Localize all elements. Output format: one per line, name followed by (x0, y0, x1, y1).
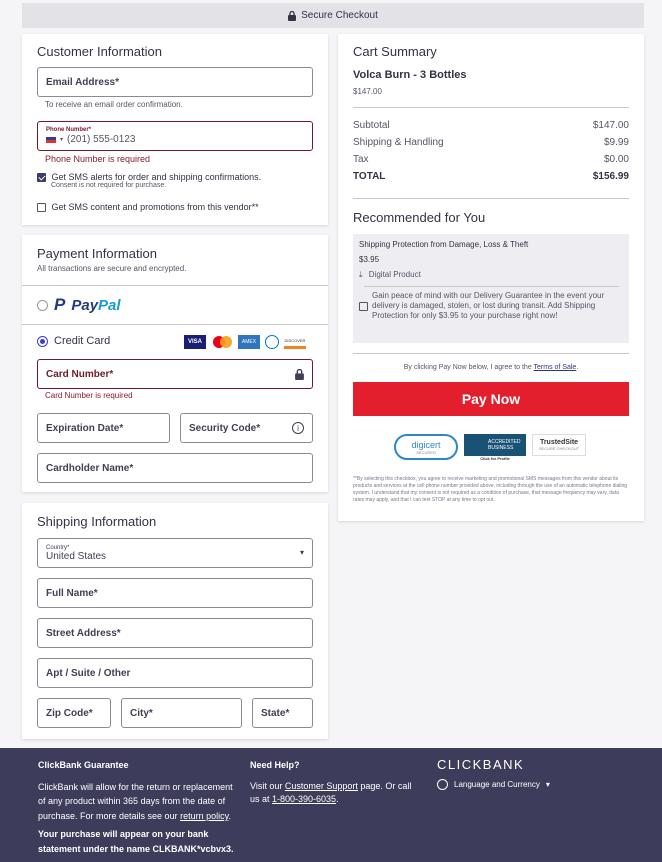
trust-badges (394, 434, 586, 461)
sms-promo-label: Get SMS content and promotions from this vendor** (51, 202, 259, 212)
credit-card-option[interactable] (37, 335, 110, 347)
country-label: Country* (46, 544, 70, 551)
phone-field[interactable] (37, 121, 313, 151)
paypal-logo-icon: P (54, 295, 66, 314)
country-value: United States (46, 550, 107, 562)
country-dropdown-icon[interactable]: ▾ (60, 137, 64, 143)
amex-icon: AMEX (238, 335, 260, 349)
globe-icon (437, 779, 448, 790)
trustedsite-badge[interactable]: TrustedSite SECURE CHECKOUT (532, 434, 586, 456)
card-number-field[interactable] (37, 359, 313, 389)
shipping-protection-offer (353, 234, 629, 343)
cardholder-name-field[interactable] (37, 453, 313, 483)
chevron-down-icon: ▾ (545, 780, 550, 789)
shipping-info-title: Shipping Information (37, 514, 157, 529)
clickbank-logo: CLICKBANK (437, 757, 525, 772)
recommended-title: Recommended for You (353, 210, 486, 225)
sms-promo-checkbox[interactable] (37, 203, 46, 212)
digicert-badge[interactable]: digicert SECURED (394, 434, 458, 460)
chevron-down-icon: ▾ (299, 548, 304, 557)
cardholder-label: Cardholder Name* (46, 462, 134, 474)
shipping-info-card (22, 503, 328, 739)
city-label: City* (130, 707, 153, 719)
mastercard-icon (211, 335, 233, 349)
card-number-label: Card Number* (46, 368, 114, 380)
statement-text: Your purchase will appear on your bank statement under the name CLKBANK*vcbvx3. (38, 829, 234, 854)
bbb-badge[interactable]: ACCREDITED BUSINESS Click for Profile (464, 434, 526, 461)
offer-title: Shipping Protection from Damage, Loss & Theft (359, 240, 529, 249)
subtotal-row: Subtotal $147.00 (353, 120, 629, 131)
email-field[interactable] (37, 67, 313, 97)
card-number-error: Card Number is required (45, 391, 133, 400)
state-field[interactable] (252, 698, 313, 728)
credit-card-radio[interactable] (37, 336, 48, 347)
secure-checkout-bar (22, 3, 644, 28)
apt-suite-field[interactable] (37, 658, 313, 688)
offer-type: Digital Product (368, 270, 421, 279)
payment-info-card (22, 235, 328, 492)
terms-of-sale-link[interactable]: Terms of Sale (533, 364, 577, 371)
visa-icon: VISA (184, 335, 206, 349)
phone-link[interactable]: 1-800-390-6035 (272, 793, 337, 804)
payment-subtitle: All transactions are secure and encrypted. (37, 264, 187, 273)
apt-label: Apt / Suite / Other (46, 667, 131, 679)
zip-label: Zip Code* (46, 707, 93, 719)
credit-card-label: Credit Card (54, 335, 111, 347)
paypal-option[interactable] (37, 295, 121, 315)
street-address-field[interactable] (37, 618, 313, 648)
tax-row: Tax $0.00 (353, 154, 629, 165)
help-title: Need Help? (250, 760, 300, 770)
pay-now-button[interactable]: Pay Now (353, 382, 629, 416)
security-code-label: Security Code* (189, 422, 261, 434)
help-text: Visit our Customer Support page. Or call us at 1-800-390-6035. (250, 781, 412, 804)
phone-label: Phone Number* (46, 127, 92, 133)
full-name-field[interactable] (37, 578, 313, 608)
sms-alerts-note: Consent is not required for purchase. (51, 182, 167, 190)
lock-icon (288, 11, 296, 21)
customer-support-link[interactable]: Customer Support (284, 781, 358, 791)
phone-placeholder: (201) 555-0123 (67, 134, 136, 145)
discover-icon: DISCOVER (284, 335, 306, 349)
city-field[interactable] (121, 698, 242, 728)
us-flag-icon[interactable] (46, 137, 56, 143)
sms-disclaimer: **By selecting this checkbox, you agree to receive marketing and promotional SMS messages from this vendor about its products and services at the cell phone number provided above, including through the use of an automatic telephone dialing system. I understand that my consent is not required as a condition of purchase, that message frequency may vary, data rates may apply, and that I can text STOP at any time to opt out. (353, 476, 628, 503)
zip-code-field[interactable] (37, 698, 111, 728)
paypal-radio[interactable] (37, 300, 48, 311)
download-icon: ⤓ (359, 270, 363, 279)
cart-summary-title: Cart Summary (353, 44, 437, 59)
info-icon[interactable]: i (292, 422, 304, 434)
return-policy-link[interactable]: return policy (180, 810, 229, 821)
customer-info-card (22, 34, 328, 225)
customer-info-title: Customer Information (37, 44, 162, 59)
product-name: Volca Burn - 3 Bottles (353, 69, 467, 81)
security-code-field[interactable] (180, 413, 313, 443)
payment-info-title: Payment Information (37, 246, 157, 261)
full-name-label: Full Name* (46, 587, 98, 599)
footer (0, 748, 662, 862)
email-help-text: To receive an email order confirmation. (45, 100, 183, 109)
offer-description: Gain peace of mind with our Delivery Guarantee in the event your delivery is damaged, stolen, or lost during transit. Add Shipping Protection for only $3.95 to your purchase right now! (372, 291, 605, 320)
phone-error: Phone Number is required (45, 154, 151, 164)
expiration-label: Expiration Date* (46, 422, 124, 434)
expiration-date-field[interactable] (37, 413, 170, 443)
offer-price: $3.95 (359, 255, 380, 264)
total-row: TOTAL $156.99 (353, 171, 629, 182)
country-select[interactable] (37, 538, 313, 568)
shipping-protection-checkbox[interactable] (359, 302, 368, 311)
email-label: Email Address* (46, 76, 119, 88)
language-label: Language and Currency (454, 780, 540, 789)
cart-summary-card (338, 34, 644, 521)
language-currency-button[interactable] (437, 779, 550, 790)
lock-icon (295, 369, 304, 380)
shipping-row: Shipping & Handling $9.99 (353, 137, 629, 148)
diners-icon (265, 335, 279, 349)
street-label: Street Address* (46, 627, 121, 639)
card-logos (184, 335, 306, 349)
product-price: $147.00 (353, 87, 382, 96)
paypal-logo: PayPal (71, 296, 121, 314)
state-label: State* (261, 707, 290, 719)
sms-alerts-label: Get SMS alerts for order and shipping confirmations. (51, 172, 262, 182)
guarantee-title: ClickBank Guarantee (38, 760, 129, 770)
secure-checkout-title: Secure Checkout (301, 10, 378, 21)
sms-alerts-checkbox[interactable] (37, 173, 46, 182)
guarantee-text: ClickBank will allow for the return or replacement of any product within 365 days from the date of purchase. For more details see our return policy. (38, 782, 233, 821)
terms-agreement: By clicking Pay Now below, I agree to the Terms of Sale. (403, 364, 579, 371)
